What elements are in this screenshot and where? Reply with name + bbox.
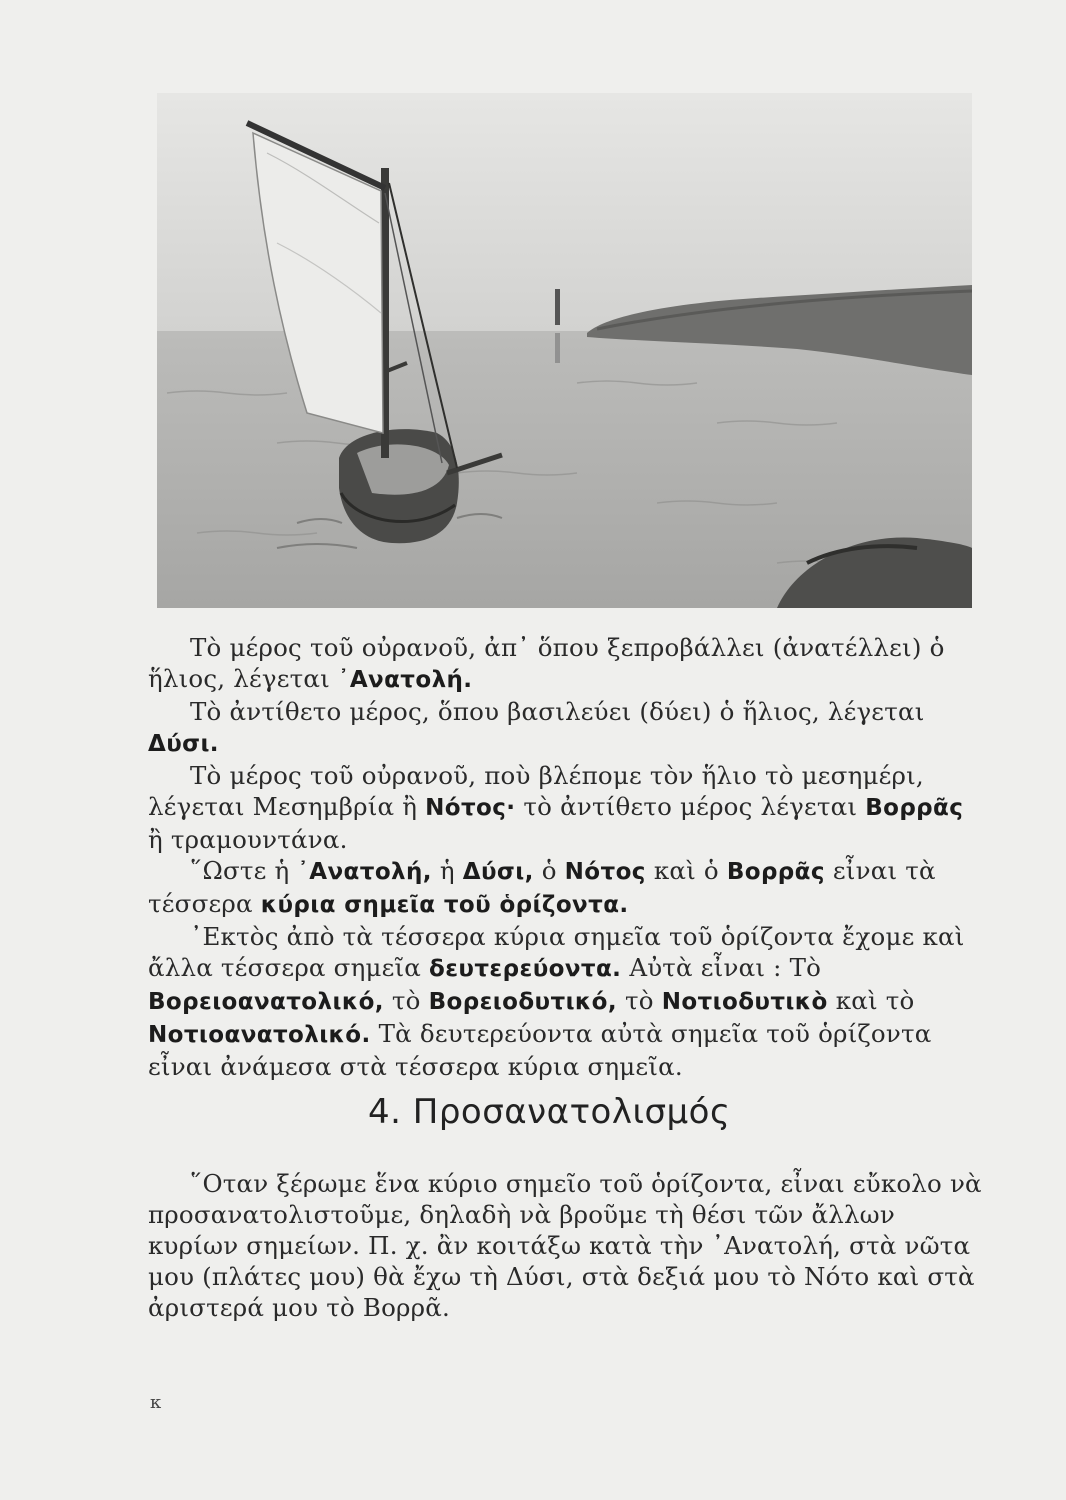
keyword-west: Δύσι. xyxy=(148,731,219,757)
paragraph-orientation: ῞Οταν ξέρωμε ἕνα κύριο σημεῖο τοῦ ὁρίζοντα, εἶναι εὔκολο νὰ προσανατολιστοῦμε, δηλαδὴ νὰ βροῦμε τὴ θέσι τῶν ἄλλων κυρίων σημείων. Π. χ. ἂν κοιτάξω κατὰ τὴν ᾽Ανατολή, στὰ νῶτα μου (πλάτες μου) θὰ ἔχω τὴ Δύσι, στὰ δεξιά μου τὸ Νότο καὶ στὰ ἀριστερά μου τὸ Βορρᾶ. xyxy=(148,1169,982,1322)
directions-text xyxy=(148,632,986,1082)
section-heading: 4. Προσανατολισμός xyxy=(368,1092,731,1132)
paragraph-cardinal-points: ῞Ωστε ἡ ᾽Ανατολή, ἡ Δύσι, ὁ Νότος καὶ ὁ Βορρᾶς εἶναι τὰ τέσσερα κύρια σημεῖα τοῦ ὁρίζοντα. xyxy=(148,856,936,918)
keyword-north: Βορρᾶς xyxy=(865,795,964,821)
keyword-east: ᾽Ανατολή. xyxy=(337,667,473,693)
paragraph-south-north: Τὸ μέρος τοῦ οὐρανοῦ, ποὺ βλέπομε τὸν ἥλιο τὸ μεσημέρι, λέγεται Μεσημβρία ἢ Νότος· τὸ ἀντίθετο μέρος λέγεται Βορρᾶς ἢ τραμουντάνα. xyxy=(148,761,964,854)
keyword-south: Νότος· xyxy=(425,795,516,821)
keyword-cardinal-points: κύρια σημεῖα τοῦ ὁρίζοντα. xyxy=(260,892,629,918)
paragraph-secondary-points: ᾽Εκτὸς ἀπὸ τὰ τέσσερα κύρια σημεῖα τοῦ ὁρίζοντα ἔχομε καὶ ἄλλα τέσσερα σημεῖα δευτερεύοντα. Αὐτὰ εἶναι : Τὸ Βορειοανατολικό, τὸ Βορειοδυτικό, τὸ Νοτιοδυτικὸ καὶ τὸ Νοτιοανατολικό. Τὰ δευτερεύοντα αὐτὰ σημεῖα τοῦ ὁρίζοντα εἶναι ἀνάμεσα στὰ τέσσερα κύρια σημεῖα. xyxy=(148,922,965,1081)
paragraph-east: Τὸ μέρος τοῦ οὐρανοῦ, ἀπ᾽ ὅπου ξεπροβάλλει (ἀνατέλλει) ὁ ἥλιος, λέγεται ᾽Ανατολή. xyxy=(148,633,945,693)
sailboat-drawing xyxy=(157,93,972,608)
sailboat-illustration xyxy=(157,93,972,608)
orientation-text xyxy=(148,1168,986,1323)
page-mark: κ xyxy=(150,1392,162,1413)
paragraph-west: Τὸ ἀντίθετο μέρος, ὅπου βασιλεύει (δύει) ὁ ἥλιος, λέγεται Δύσι. xyxy=(148,697,925,757)
keyword-secondary: δευτερεύοντα. xyxy=(429,956,622,982)
